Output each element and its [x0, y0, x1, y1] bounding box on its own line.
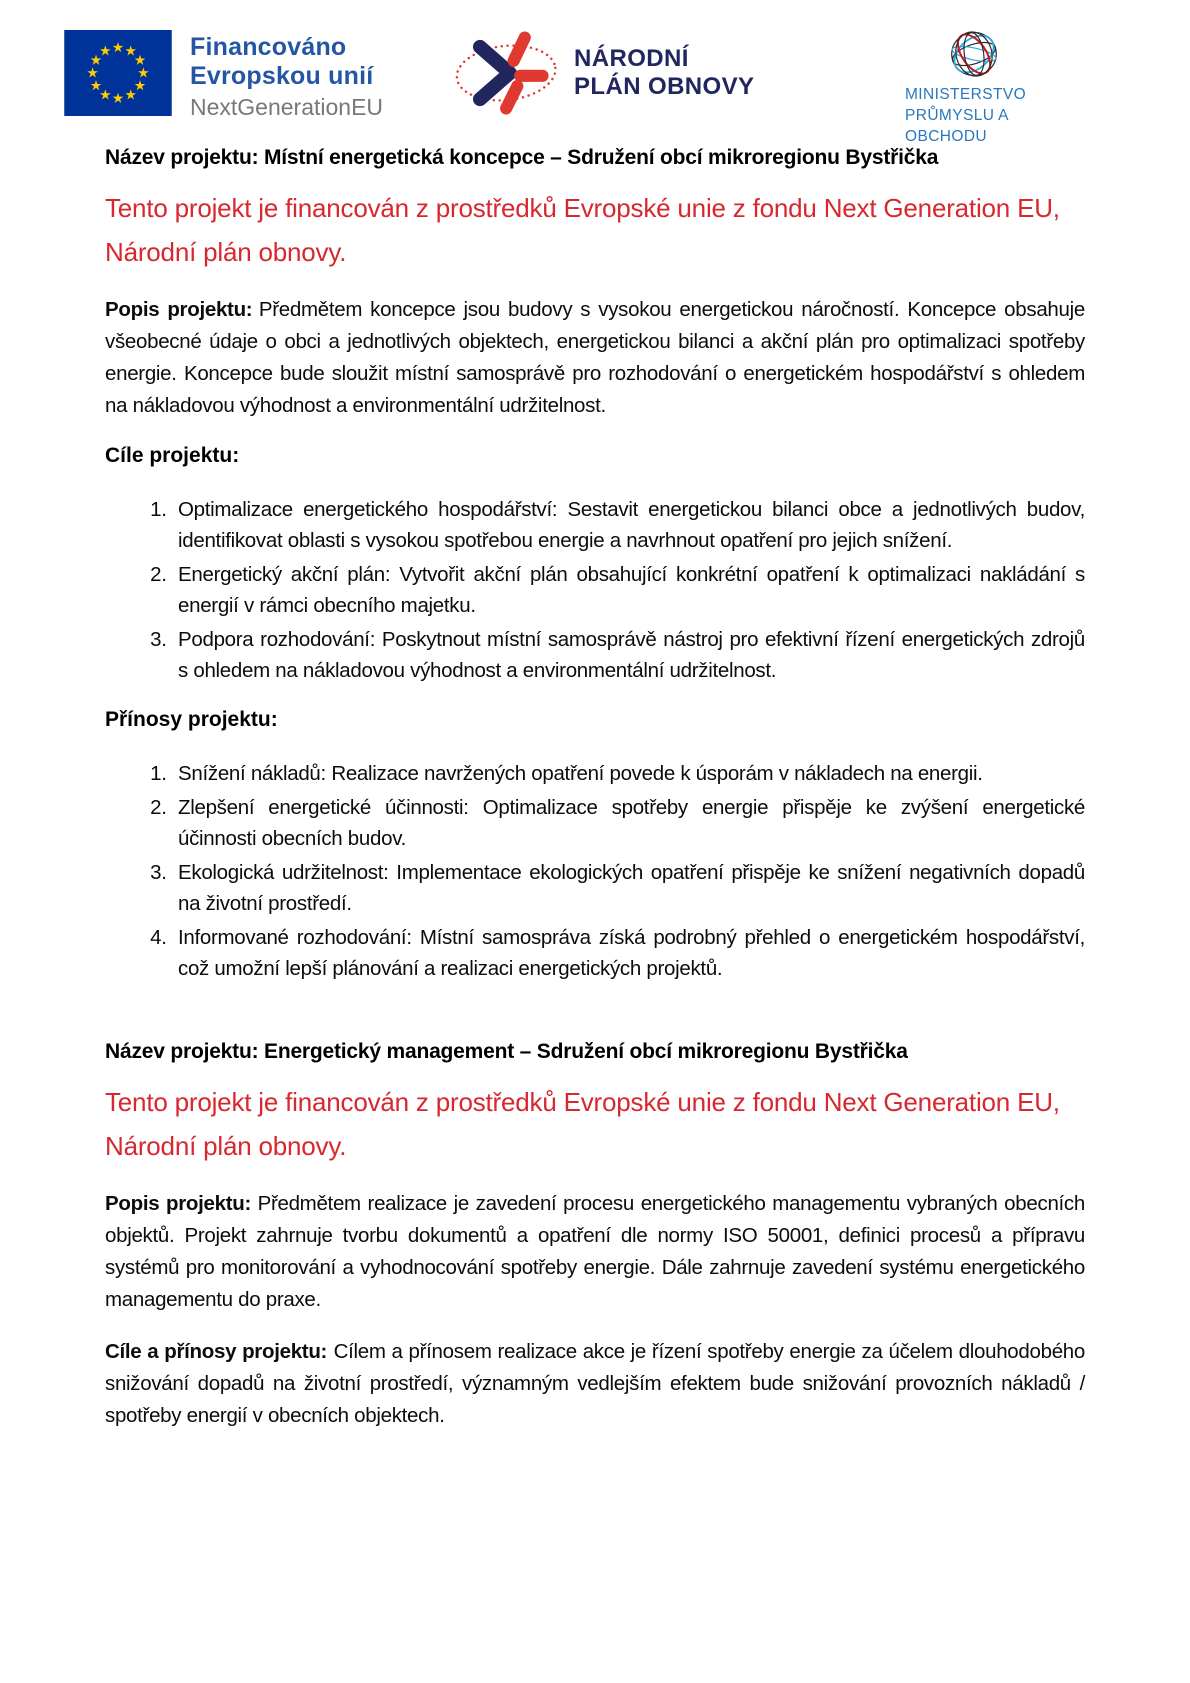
- project1-title: Název projektu: Místní energetická koncepce – Sdružení obcí mikroregionu Bystřička: [105, 146, 939, 169]
- benefit-item-3: 3. Ekologická udržitelnost: Implementace ekologických opatření přispěje ke snížení negativních dopadů na životní prostředí.: [172, 857, 1085, 919]
- project2-title: Název projektu: Energetický management – Sdružení obcí mikroregionu Bystřička: [105, 1040, 908, 1063]
- ministry-line2: PRŮMYSLU A OBCHODU: [905, 107, 1009, 145]
- project1-description-label: Popis projektu:: [105, 298, 253, 321]
- goal-item-2: 2. Energetický akční plán: Vytvořit akční plán obsahující konkrétní opatření k optimalizaci nakládání s energií v rámci obecního majetku.: [172, 559, 1085, 621]
- project1-funding-note: Tento projekt je financován z prostředků Evropské unie z fondu Next Generation EU, Národní plán obnovy.: [105, 193, 1060, 267]
- goal-item-1: 1. Optimalizace energetického hospodářství: Sestavit energetickou bilanci obce a jednotlivých budov, identifikovat oblasti s vysokou spotřebou energie a navrhnout opatření pro jejich snížení.: [172, 494, 1085, 556]
- project1-goals-list: [105, 494, 1085, 686]
- project2-goals: [105, 1336, 1085, 1432]
- benefit-item-1: 1. Snížení nákladů: Realizace navržených opatření povede k úsporám v nákladech na energii.: [172, 758, 1085, 789]
- project1-description-text: Předmětem koncepce jsou budovy s vysokou energetickou náročností. Koncepce obsahuje všeobecné údaje o obci a jednotlivých objektech, energetickou bilanci a akční plán pro optimalizaci spotřeby energie. Koncepce bude sloužit místní samosprávě pro rozhodování o energetickém hospodářství s ohledem na nákladovou výhodnost a environmentální udržitelnost.: [105, 298, 1085, 417]
- ministry-line1: MINISTERSTVO: [905, 86, 1027, 103]
- project2-description-label: Popis projektu:: [105, 1192, 252, 1215]
- eu-funding-line2: Evropskou unií: [190, 62, 374, 90]
- npo-line1: NÁRODNÍ: [574, 45, 689, 72]
- project1-description: [105, 294, 1085, 422]
- project1-benefits-list: [105, 758, 1085, 984]
- eu-funding-line3: NextGenerationEU: [190, 94, 384, 120]
- benefit-item-4: 4. Informované rozhodování: Místní samospráva získá podrobný přehled o energetickém hospodářství, což umožní lepší plánování a realizaci energetických projektů.: [172, 922, 1085, 984]
- benefit-item-2: 2. Zlepšení energetické účinnosti: Optimalizace spotřeby energie přispěje ke zvýšení energetické účinnosti obecních budov.: [172, 792, 1085, 854]
- project2-description: [105, 1188, 1085, 1316]
- eu-funding-line1: Financováno: [190, 33, 347, 61]
- goal-item-3: 3. Podpora rozhodování: Poskytnout místní samosprávě nástroj pro efektivní řízení energetických zdrojů s ohledem na nákladovou výhodnost a environmentální udržitelnost.: [172, 624, 1085, 686]
- project1-benefits-heading: Přínosy projektu:: [105, 708, 278, 731]
- project2-funding-note: Tento projekt je financován z prostředků Evropské unie z fondu Next Generation EU, Národní plán obnovy.: [105, 1087, 1060, 1161]
- project1-goals-heading: Cíle projektu:: [105, 444, 240, 467]
- project2-description-text: Předmětem realizace je zavedení procesu energetického managementu vybraných obecních objektů. Projekt zahrnuje tvorbu dokumentů a opatření dle normy ISO 50001, definici procesů a přípravu systémů pro monitorování a vyhodnocování spotřeby energie. Dále zahrnuje zavedení systému energetického managementu do praxe.: [105, 1192, 1085, 1311]
- project2-goals-label: Cíle a přínosy projektu:: [105, 1340, 328, 1363]
- npo-line2: PLÁN OBNOVY: [574, 73, 755, 100]
- project2-goals-text: Cílem a přínosem realizace akce je řízení spotřeby energie za účelem dlouhodobého snižování dopadů na životní prostředí, významným vedlejším efektem bude snižování provozních nákladů / spotřeby energií v obecních objektech.: [105, 1340, 1086, 1427]
